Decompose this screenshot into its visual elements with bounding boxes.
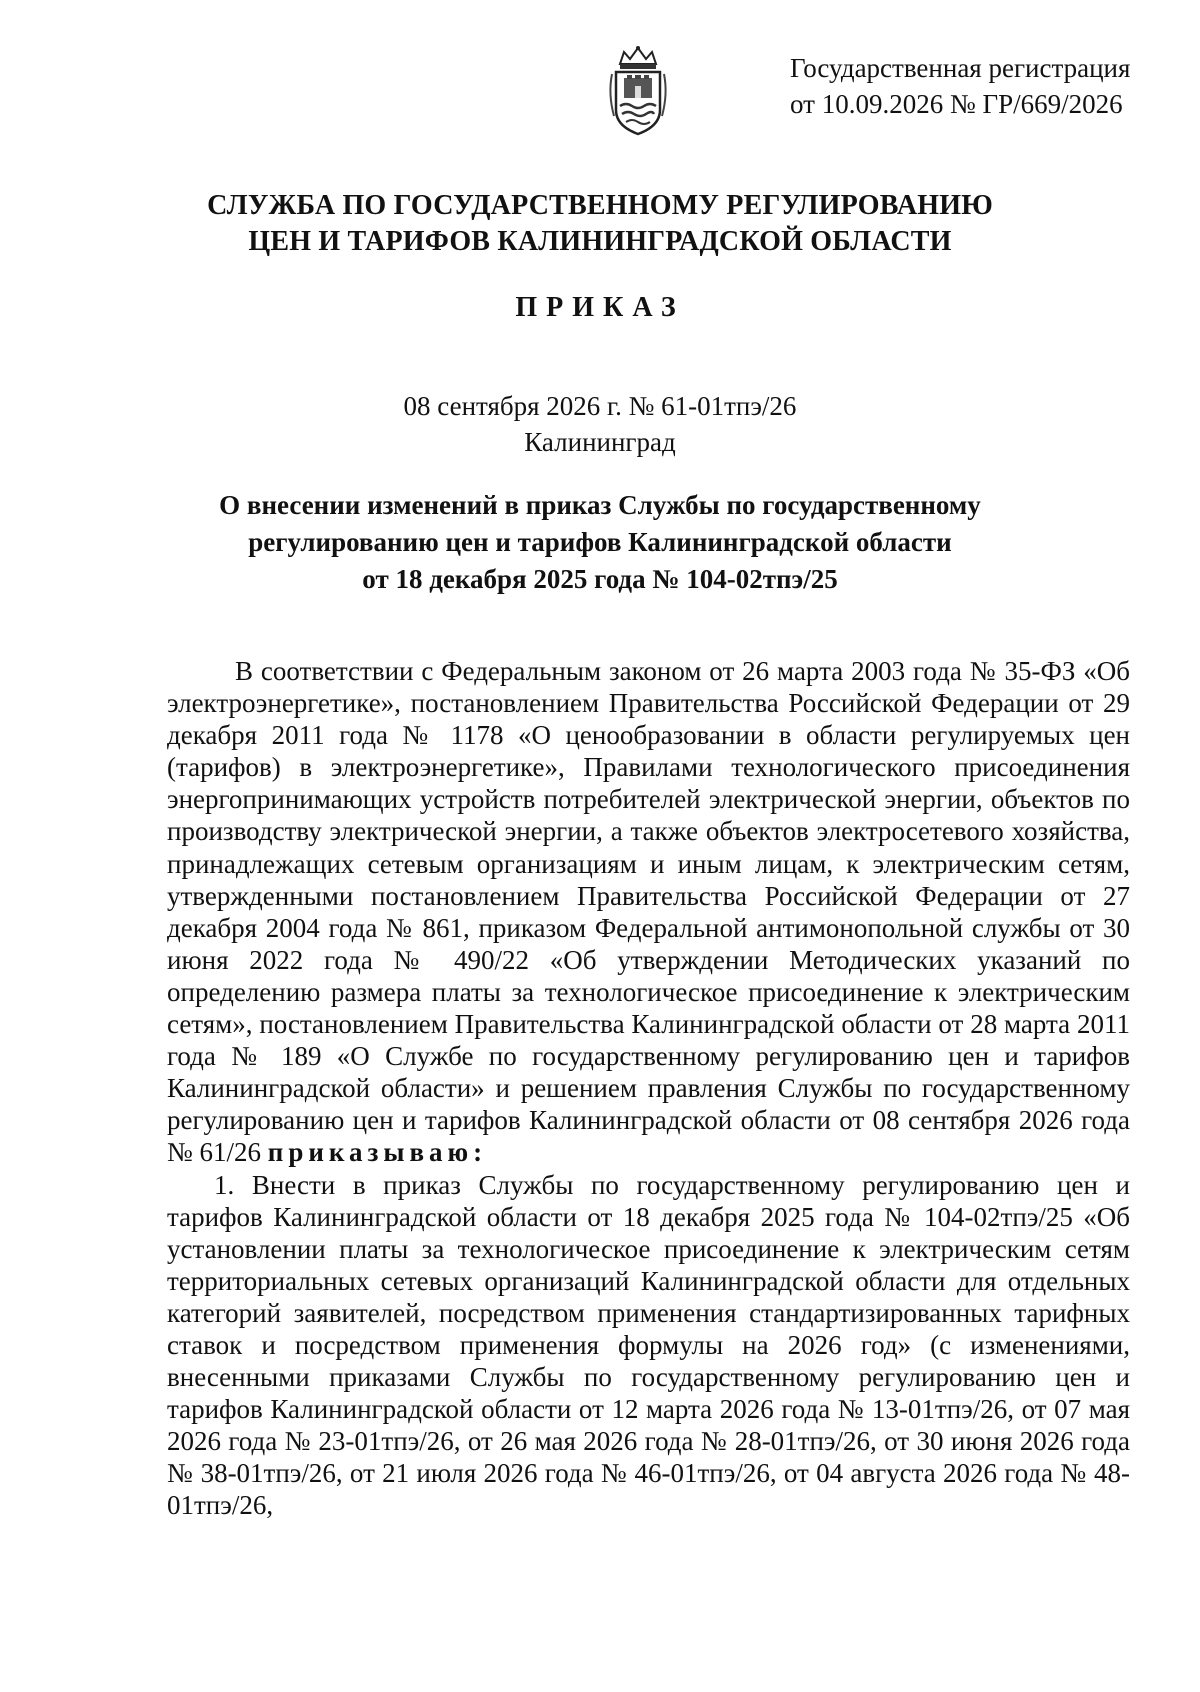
order-word: приказываю: — [267, 1137, 488, 1168]
document-subject — [0, 487, 1200, 598]
subject-line-1: О внесении изменений в приказ Службы по государственному — [219, 490, 981, 520]
registration-number: от 10.09.2026 № ГР/669/2026 — [790, 89, 1123, 119]
document-date-block — [0, 388, 1200, 460]
document-date-number: 08 сентября 2026 г. № 61-01тпэ/26 — [403, 391, 797, 421]
organization-name-line-1: СЛУЖБА ПО ГОСУДАРСТВЕННОМУ РЕГУЛИРОВАНИЮ — [207, 190, 993, 221]
registration-stamp — [790, 50, 1170, 122]
document-type: ПРИКАЗ — [515, 292, 685, 323]
document-city: Калининград — [524, 427, 676, 457]
subject-line-2: регулированию цен и тарифов Калининградской области — [248, 527, 952, 557]
organization-name — [0, 188, 1200, 260]
preamble-paragraph — [167, 655, 1130, 1169]
organization-name-line-2: ЦЕН И ТАРИФОВ КАЛИНИНГРАДСКОЙ ОБЛАСТИ — [248, 226, 952, 257]
coat-of-arms-icon — [606, 44, 670, 138]
document-body — [167, 655, 1130, 1522]
registration-title: Государственная регистрация — [790, 53, 1131, 83]
preamble-text: В соответствии с Федеральным законом от 26 марта 2003 года № 35-ФЗ «Об электроэнергетике», постановлением Правительства Российской Федерации от 29 декабря 2011 года № 1178 «О ценообразовании в области регулируемых цен (тарифов) в электроэнергетике», Правилами технологического присоединения энергопринимающих устройств потребителей электрической энергии, объектов по производству электрической энергии, а также объектов электросетевого хозяйства, принадлежащих сетевым организациям и иным лицам, к электрическим сетям, утвержденными постановлением Правительства Российской Федерации от 27 декабря 2004 года № 861, приказом Федеральной антимонопольной службы от 30 июня 2022 года № 490/22 «Об утверждении Методических указаний по определению размера платы за технологическое присоединение к электрическим сетям», постановлением Правительства Калининградской области от 28 марта 2011 года № 189 «О Службе по государственному регулированию цен и тарифов Калининградской области» и решением правления Службы по государственному регулированию цен и тарифов Калининградской области от 08 сентября 2026 года № 61/26 — [167, 656, 1130, 1168]
item-1-paragraph: 1. Внести в приказ Службы по государственному регулированию цен и тарифов Калининградской области от 18 декабря 2025 года № 104-02тпэ/25 «Об установлении платы за технологическое присоединение к электрическим сетям территориальных сетевых организаций Калининградской области для отдельных категорий заявителей, посредством применения стандартизированных тарифных ставок и посредством применения формулы на 2026 год» (с изменениями, внесенными приказами Службы по государственному регулированию цен и тарифов Калининградской области от 12 марта 2026 года № 13-01тпэ/26, от 07 мая 2026 года № 23-01тпэ/26, от 26 мая 2026 года № 28-01тпэ/26, от 30 июня 2026 года № 38-01тпэ/26, от 21 июля 2026 года № 46-01тпэ/26, от 04 августа 2026 года № 48-01тпэ/26, — [167, 1169, 1130, 1521]
subject-line-3: от 18 декабря 2025 года № 104-02тпэ/25 — [362, 564, 838, 594]
